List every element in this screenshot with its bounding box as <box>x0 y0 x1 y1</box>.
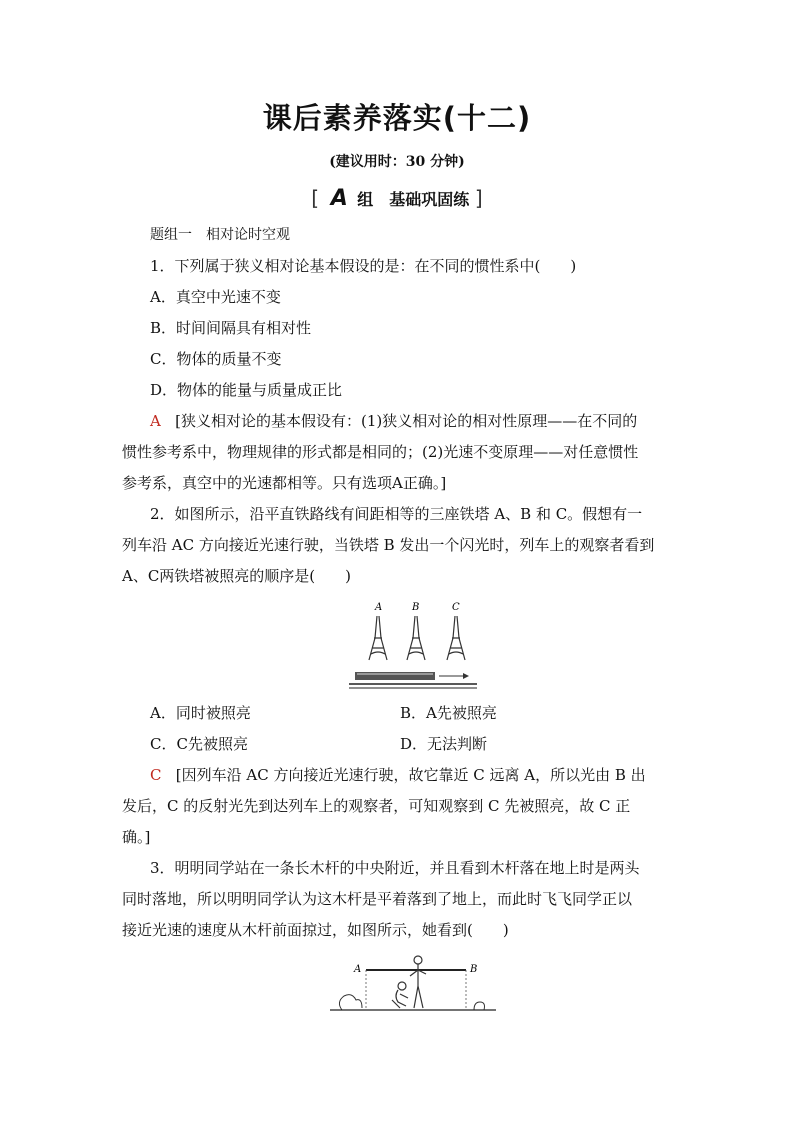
q1-option-d: D．物体的能量与质量成正比 <box>150 381 343 399</box>
q1-stem: 1．下列属于狭义相对论基本假设的是：在不同的惯性系中( ) <box>150 257 577 275</box>
section-heading: 题组一 相对论时空观 <box>150 227 290 243</box>
tower-icon-b <box>407 616 425 660</box>
q2-option-b: B．A先被照亮 <box>400 704 497 722</box>
time-suggestion: (建议用时：30 分钟) <box>329 154 465 170</box>
group-heading <box>0 186 794 211</box>
tower-icon-a <box>369 616 387 660</box>
rod-label-a: A <box>354 964 362 975</box>
q2-stem-line-3: A、C两铁塔被照亮的顺序是( ) <box>122 567 352 585</box>
page-title: 课后素养落实(十二) <box>262 101 532 135</box>
q1-explanation-line-3: 参考系，真空中的光速都相等。只有选项A正确。] <box>122 474 447 492</box>
bush-icon <box>339 995 484 1010</box>
q1-explanation-line-1: A [狭义相对论的基本假设有：(1)狭义相对论的相对性原理——在不同的 <box>150 412 638 430</box>
q2-stem-line-1: 2．如图所示，沿平直铁路线有间距相等的三座铁塔 A、B 和 C。假想有一 <box>150 505 643 523</box>
tower-label-a: A <box>375 602 383 613</box>
q1-option-c: C．物体的质量不变 <box>150 350 282 368</box>
tower-label-c: C <box>452 602 460 613</box>
q2-option-c: C．C先被照亮 <box>150 735 248 753</box>
bracket-right: ] <box>474 186 483 210</box>
group-letter: A <box>330 186 348 211</box>
q2-explanation-line-3: 确。] <box>122 828 151 846</box>
q1-option-a: A．真空中光速不变 <box>150 288 281 306</box>
tower-label-b: B <box>412 602 420 613</box>
q2-option-a: A．同时被照亮 <box>150 704 251 722</box>
q2-explanation-line-2: 发后，C 的反射光先到达列车上的观察者，可知观察到 C 先被照亮，故 C 正 <box>122 797 631 815</box>
q1-answer: A <box>150 412 161 430</box>
crouching-person-icon <box>392 982 408 1008</box>
q3-stem-line-2: 同时落地，所以明明同学认为这木杆是平着落到了地上，而此时飞飞同学正以 <box>122 890 633 908</box>
q2-option-d: D．无法判断 <box>400 735 488 753</box>
q3-stem-line-1: 3．明明同学站在一条长木杆的中央附近，并且看到木杆落在地上时是两头 <box>150 859 640 877</box>
eiffel-towers-figure <box>345 598 485 694</box>
rod-label-b: B <box>470 964 478 975</box>
tower-icon-c <box>447 616 465 660</box>
group-label: 组 基础巩固练 <box>357 190 470 209</box>
q2-stem-line-2: 列车沿 AC 方向接近光速行驶，当铁塔 B 发出一个闪光时，列车上的观察者看到 <box>122 536 655 554</box>
train-icon <box>349 672 477 688</box>
q3-stem-line-3: 接近光速的速度从木杆前面掠过，如图所示，她看到( ) <box>122 921 509 939</box>
bracket-left: [ <box>311 186 320 210</box>
q2-answer: C <box>150 766 162 784</box>
q1-explanation-line-2: 惯性参考系中，物理规律的形式都是相同的；(2)光速不变原理——对任意惯性 <box>122 443 639 461</box>
standing-person-icon <box>410 956 426 1008</box>
q2-explanation-line-1: C [因列车沿 AC 方向接近光速行驶，故它靠近 C 远离 A，所以光由 B 出 <box>150 766 646 784</box>
rod-falling-figure <box>328 952 498 1014</box>
q1-option-b: B．时间间隔具有相对性 <box>150 319 312 337</box>
